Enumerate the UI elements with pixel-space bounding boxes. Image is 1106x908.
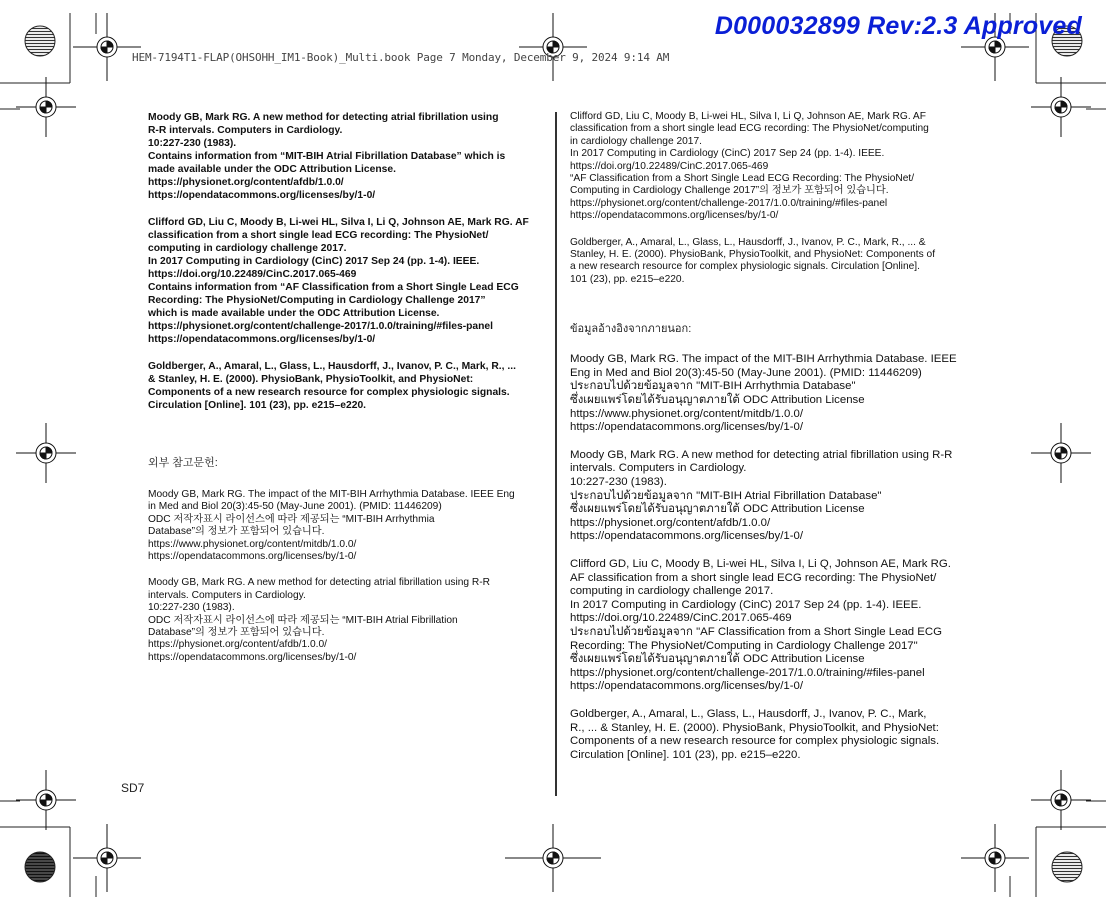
reference-line: https://physionet.org/content/afdb/1.0.0/ [148, 639, 327, 651]
reference-line: In 2017 Computing in Cardiology (CinC) 2017 Sep 24 (pp. 1-4). IEEE. [570, 598, 922, 611]
reference-line: https://www.physionet.org/content/mitdb/1.0.0/ [570, 407, 804, 420]
reference-line: Goldberger, A., Amaral, L., Glass, L., Hausdorff, J., Ivanov, P. C., Mark, [570, 707, 927, 720]
reference-line: a new research resource for complex physiologic signals. Circulation [Online]. [570, 261, 920, 273]
reference-entry [570, 237, 966, 287]
approval-stamp: D000032899 Rev:2.3 Approved [714, 12, 1082, 40]
reference-line: Recording: The PhysioNet/Computing in Cardiology Challenge 2017" [570, 639, 918, 652]
reference-line: https://physionet.org/content/afdb/1.0.0/ [570, 516, 771, 529]
reference-line: Contains information from “AF Classification from a Short Single Lead ECG [148, 282, 519, 293]
reference-line: https://opendatacommons.org/licenses/by/1-0/ [148, 651, 357, 663]
reference-line: https://doi.org/10.22489/CinC.2017.065-469 [570, 612, 792, 625]
reference-line: which is made available under the ODC Attribution License. [148, 308, 440, 319]
reference-line: “AF Classification from a Short Single Lead ECG Recording: The PhysioNet/ [570, 173, 915, 185]
reference-entry [570, 558, 966, 694]
reference-line: 101 (23), pp. e215–e220. [570, 273, 685, 285]
reference-line: https://opendatacommons.org/licenses/by/1-0/ [148, 551, 357, 563]
reference-line: & Stanley, H. E. (2000). PhysioBank, PhysioToolkit, and PhysioNet: [148, 374, 474, 385]
reference-line: ซึ่งเผยแพร่โดยได้รับอนุญาตภายใต้ ODC Attribution License [570, 394, 865, 407]
reference-line: Circulation [Online]. 101 (23), pp. e215–e220. [570, 748, 801, 761]
reference-line: Computing in Cardiology Challenge 2017”의 정보가 포함되어 있습니다. [570, 185, 889, 197]
reference-line: AF classification from a short single lead ECG recording: The PhysioNet/ [570, 571, 937, 584]
running-header: HEM-7194T1-FLAP(OHSOHH_IM1-Book)_Multi.book Page 7 Monday, December 9, 2024 9:14 AM [132, 51, 670, 64]
reference-line: Clifford GD, Liu C, Moody B, Li-wei HL, Silva I, Li Q, Johnson AE, Mark RG. [570, 558, 951, 570]
reference-line: Circulation [Online]. 101 (23), pp. e215–e220. [148, 400, 367, 411]
reference-line: made available under the ODC Attribution License. [148, 164, 396, 175]
reference-entry [148, 489, 543, 563]
reference-line: ซึ่งเผยแพร่โดยได้รับอนุญาตภายใต้ ODC Attribution License [570, 503, 865, 516]
reference-line: 10:227-230 (1983). [148, 602, 235, 614]
thai-references [570, 353, 966, 762]
reference-line: Recording: The PhysioNet/Computing in Cardiology Challenge 2017” [148, 295, 486, 306]
reference-line: ซึ่งเผยแพร่โดยได้รับอนุญาตภายใต้ ODC Attribution License [570, 653, 865, 666]
external-references-heading-ko: 외부 참고문헌: [148, 457, 218, 469]
reference-entry [148, 577, 543, 664]
reference-entry [148, 216, 543, 346]
reference-entry [570, 111, 966, 223]
reference-line: In 2017 Computing in Cardiology (CinC) 2017 Sep 24 (pp. 1-4). IEEE. [570, 148, 885, 160]
reference-line: Stanley, H. E. (2000). PhysioBank, PhysioToolkit, and PhysioNet: Components of [570, 249, 936, 261]
reference-entry [148, 111, 543, 202]
korean-references [148, 489, 543, 664]
reference-line: https://physionet.org/content/challenge-2017/1.0.0/training/#files-panel [570, 197, 888, 209]
reference-line: https://doi.org/10.22489/CinC.2017.065-469 [570, 160, 769, 172]
reference-line: In 2017 Computing in Cardiology (CinC) 2017 Sep 24 (pp. 1-4). IEEE. [148, 256, 480, 267]
reference-line: Goldberger, A., Amaral, L., Glass, L., Hausdorff, J., Ivanov, P. C., Mark, R., ... [148, 361, 516, 372]
left-column [148, 111, 543, 664]
reference-line: classification from a short single lead ECG recording: The PhysioNet/computing [570, 123, 929, 135]
reference-line: ODC 저작자표시 라이선스에 따라 제공되는 “MIT-BIH Atrial Fibrillation [148, 614, 458, 626]
reference-line: intervals. Computers in Cardiology. [570, 462, 747, 475]
bold-references [148, 111, 543, 412]
reference-line: in Med and Biol 20(3):45-50 (May-June 2001). (PMID: 11446209) [148, 501, 442, 513]
reference-line: 10:227-230 (1983). [570, 476, 667, 489]
reference-line: https://physionet.org/content/challenge-2017/1.0.0/training/#files-panel [570, 666, 925, 679]
reference-line: ODC 저작자표시 라이선스에 따라 제공되는 “MIT-BIH Arrhythmia [148, 513, 435, 525]
reference-line: ประกอบไปด้วยข้อมูลจาก "MIT-BIH Atrial Fibrillation Database" [570, 489, 882, 502]
reference-line: https://physionet.org/content/challenge-2017/1.0.0/training/#files-panel [148, 321, 494, 332]
reference-line: https://opendatacommons.org/licenses/by/1-0/ [570, 421, 804, 434]
right-column [570, 111, 966, 762]
reference-line: Moody GB, Mark RG. The impact of the MIT-BIH Arrhythmia Database. IEEE Eng [148, 489, 515, 500]
reference-entry [570, 449, 966, 544]
reference-line: https://opendatacommons.org/licenses/by/1-0/ [570, 210, 779, 222]
column-divider [555, 112, 557, 796]
reference-line: Goldberger, A., Amaral, L., Glass, L., Hausdorff, J., Ivanov, P. C., Mark, R., ... & [570, 236, 926, 248]
reference-line: Clifford GD, Liu C, Moody B, Li-wei HL, Silva I, Li Q, Johnson AE, Mark RG. AF [570, 111, 926, 122]
page-number: SD7 [121, 781, 145, 795]
reference-line: Clifford GD, Liu C, Moody B, Li-wei HL, Silva I, Li Q, Johnson AE, Mark RG. AF [148, 217, 529, 228]
reference-line: https://opendatacommons.org/licenses/by/1-0/ [148, 190, 376, 201]
reference-line: ประกอบไปด้วยข้อมูลจาก "AF Classification from a Short Single Lead ECG [570, 625, 942, 638]
reference-line: https://opendatacommons.org/licenses/by/1-0/ [148, 334, 376, 345]
reference-entry [570, 708, 966, 762]
reference-line: https://doi.org/10.22489/CinC.2017.065-469 [148, 269, 357, 280]
reference-line: https://opendatacommons.org/licenses/by/1-0/ [570, 530, 804, 543]
reference-line: Database”의 정보가 포함되어 있습니다. [148, 627, 325, 639]
reference-line: computing in cardiology challenge 2017. [148, 243, 347, 254]
reference-line: ประกอบไปด้วยข้อมูลจาก "MIT-BIH Arrhythmia Database" [570, 380, 856, 393]
reference-line: computing in cardiology challenge 2017. [570, 585, 774, 598]
reference-line: Components of a new research resource for complex physiologic signals. [570, 735, 940, 748]
reference-line: Moody GB, Mark RG. The impact of the MIT-BIH Arrhythmia Database. IEEE [570, 353, 957, 366]
reference-line: 10:227-230 (1983). [148, 138, 237, 149]
reference-entry [148, 360, 543, 412]
reference-line: R-R intervals. Computers in Cardiology. [148, 125, 343, 136]
reference-line: Moody GB, Mark RG. A new method for detecting atrial fibrillation using R-R [148, 577, 490, 589]
reference-line: Contains information from “MIT-BIH Atrial Fibrillation Database” which is [148, 151, 506, 162]
reference-line: Database”의 정보가 포함되어 있습니다. [148, 526, 325, 538]
reference-line: Eng in Med and Biol 20(3):45-50 (May-June 2001). (PMID: 11446209) [570, 366, 922, 379]
reference-line: intervals. Computers in Cardiology. [148, 589, 306, 601]
reference-line: Moody GB, Mark RG. A new method for detecting atrial fibrillation using [148, 112, 499, 123]
reference-line: https://physionet.org/content/afdb/1.0.0/ [148, 177, 344, 188]
reference-line: https://www.physionet.org/content/mitdb/1.0.0/ [148, 538, 357, 550]
reference-line: https://opendatacommons.org/licenses/by/1-0/ [570, 680, 804, 693]
external-references-heading-th: ข้อมูลอ้างอิงจากภายนอก: [570, 323, 692, 336]
reference-line: Moody GB, Mark RG. A new method for detecting atrial fibrillation using R-R [570, 448, 953, 461]
reference-entry [570, 353, 966, 435]
reference-line: in cardiology challenge 2017. [570, 135, 702, 147]
reference-line: R., ... & Stanley, H. E. (2000). PhysioBank, PhysioToolkit, and PhysioNet: [570, 721, 939, 734]
reference-line: Components of a new research resource for complex physiologic signals. [148, 387, 510, 398]
korean-references-continued [570, 111, 966, 286]
reference-line: classification from a short single lead ECG recording: The PhysioNet/ [148, 230, 489, 241]
